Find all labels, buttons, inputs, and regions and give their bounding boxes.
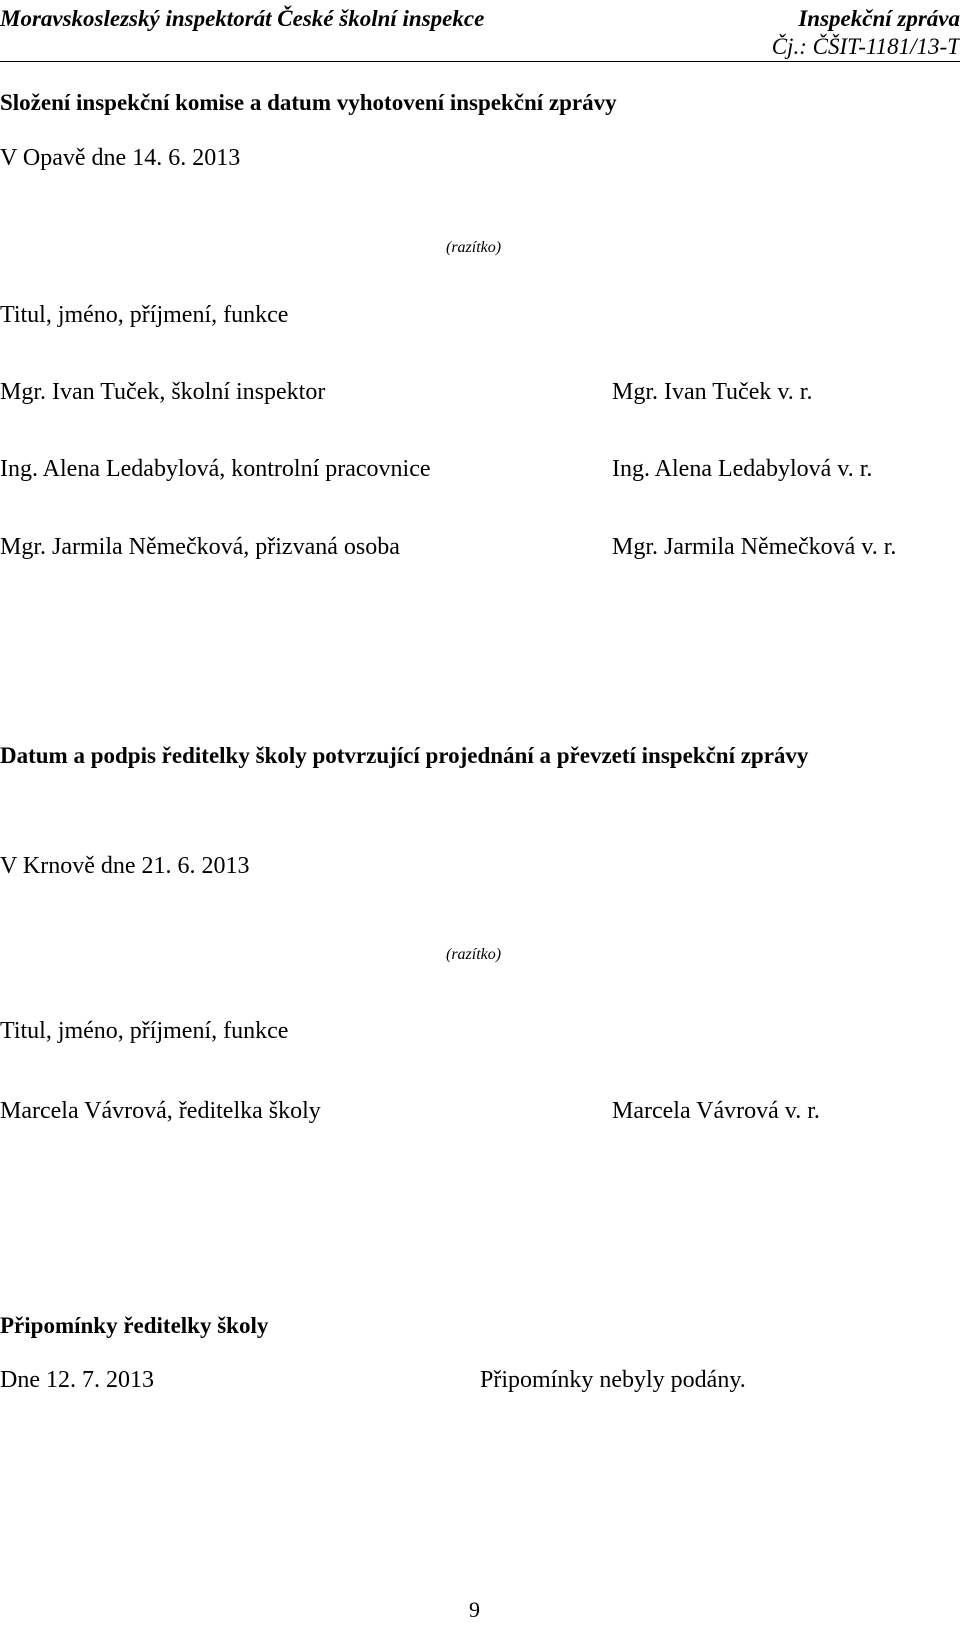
member-name: Ing. Alena Ledabylová, kontrolní pracovnice [0,456,431,482]
header-organization: Moravskoslezský inspektorát České školní inspekce [0,6,485,31]
member-signature: Mgr. Jarmila Němečková v. r. [612,534,897,560]
remarks-date: Dne 12. 7. 2013 [0,1367,154,1393]
page-number: 9 [469,1597,480,1622]
member-signature: Mgr. Ivan Tuček v. r. [612,379,813,405]
principal-place-date: V Krnově dne 21. 6. 2013 [0,853,250,879]
principal-name: Marcela Vávrová, ředitelka školy [0,1098,321,1124]
header-reference: Čj.: ČŠIT-1181/13-T [771,34,960,59]
member-signature: Ing. Alena Ledabylová v. r. [612,456,873,482]
remarks-text: Připomínky nebyly podány. [480,1367,746,1393]
header-divider [0,61,960,62]
commission-stamp: (razítko) [446,239,502,256]
principal-stamp: (razítko) [446,946,502,963]
commission-place-date: V Opavě dne 14. 6. 2013 [0,145,241,171]
remarks-heading: Připomínky ředitelky školy [0,1313,269,1338]
principal-signature: Marcela Vávrová v. r. [612,1098,820,1124]
commission-column-label: Titul, jméno, příjmení, funkce [0,302,289,328]
member-name: Mgr. Ivan Tuček, školní inspektor [0,379,326,405]
principal-column-label: Titul, jméno, příjmení, funkce [0,1018,289,1044]
principal-heading: Datum a podpis ředitelky školy potvrzující projednání a převzetí inspekční zprávy [0,743,809,768]
header-doc-type: Inspekční zpráva [798,6,960,31]
commission-heading: Složení inspekční komise a datum vyhotovení inspekční zprávy [0,90,617,115]
member-name: Mgr. Jarmila Němečková, přizvaná osoba [0,534,400,560]
